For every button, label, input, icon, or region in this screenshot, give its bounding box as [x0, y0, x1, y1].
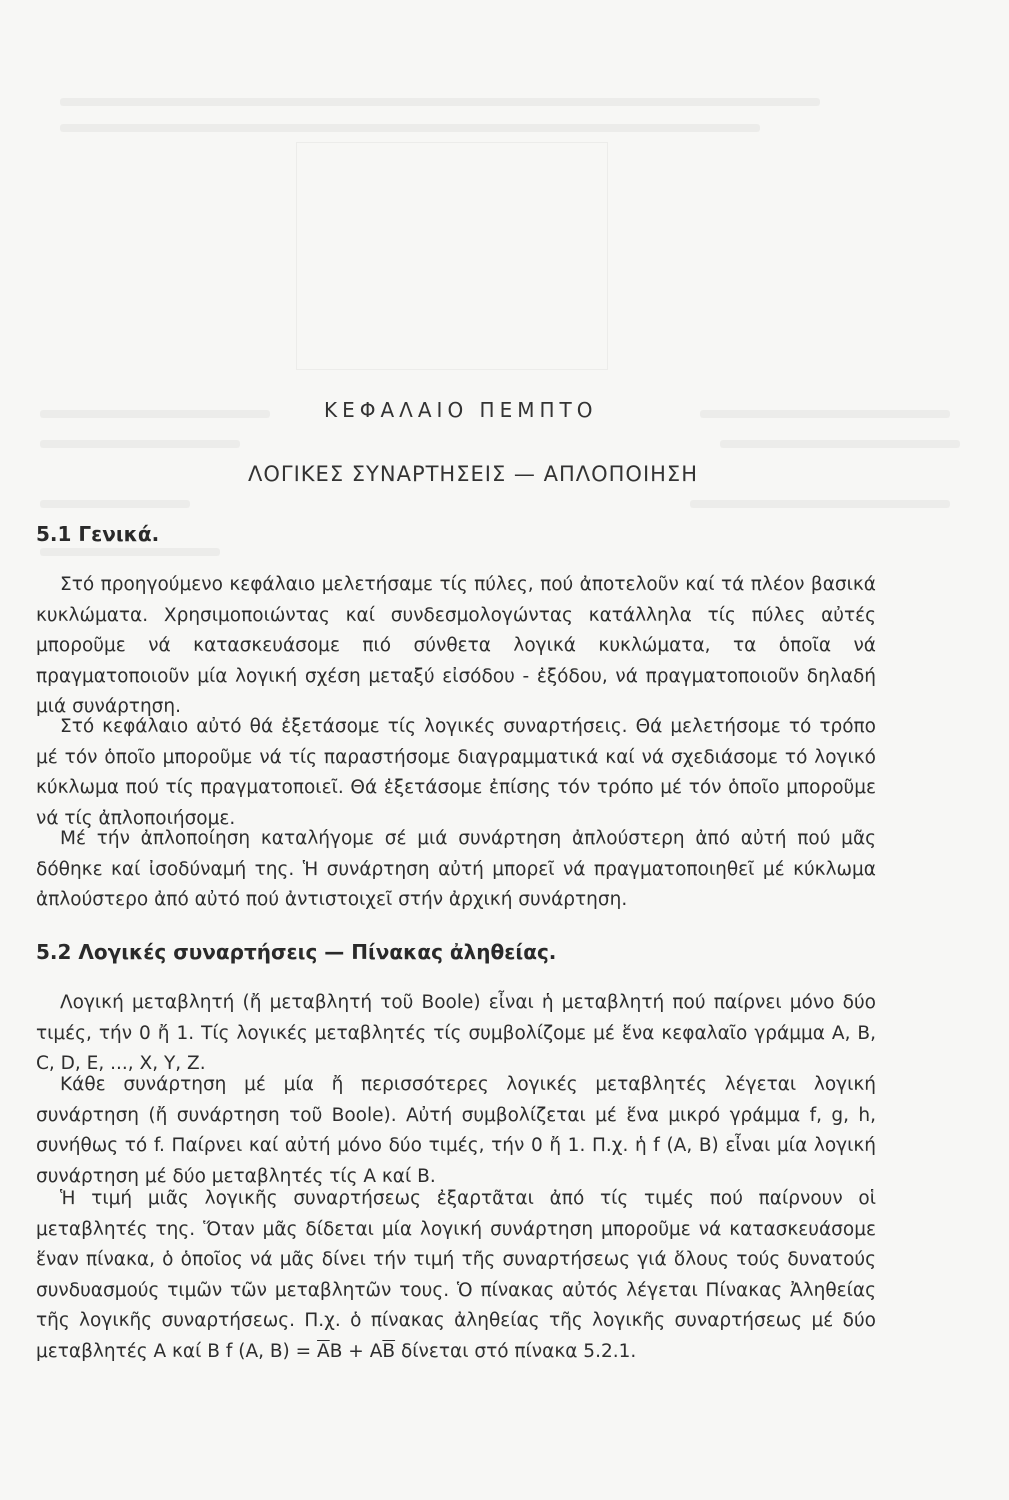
- paragraph: Στό κεφάλαιο αὐτό θά ἐξετάσομε τίς λογικές συναρτήσεις. Θά μελετήσομε τό τρόπο μέ τόν ὁποῖο μποροῦμε νά τίς παραστήσομε διαγραμματικά καί νά σχεδιάσομε τό λογικό κύκλωμα πού τίς πραγματοποιεῖ. Θά ἐξετάσομε ἐπίσης τόν τρόπο μέ τόν ὁποῖο μποροῦμε νά τίς ἀπλοποιήσομε.: [36, 716, 876, 829]
- chapter-label: ΚΕΦΑΛΑΙΟ ΠΕΜΠΤΟ: [324, 398, 598, 422]
- boolean-formula: f (A, $B) = \overline{A}B + A\overline{B}$: [225, 1340, 396, 1362]
- paragraph: Μέ τήν ἀπλοποίηση καταλήγομε σέ μιά συνάρτηση ἀπλούστερη ἀπό αὐτή πού μᾶς δόθηκε καί ἰσοδύναμή της. Ἡ συνάρτηση αὐτή μπορεῖ νά πραγματοποιηθεῖ μέ κύκλωμα ἀπλούστερο ἀπό αὐτό πού ἀντιστοιχεῖ στήν ἀρχική συνάρτηση.: [36, 828, 876, 910]
- section-heading-5-2: 5.2 Λογικές συναρτήσεις — Πίνακας ἀληθείας.: [36, 940, 557, 964]
- paragraph-with-formula: Ἡ τιμή μιᾶς λογικῆς συναρτήσεως ἐξαρτᾶται ἀπό τίς τιμές πού παίρνουν οἱ μεταβλητές της. Ὅταν μᾶς δίδεται μία λογική συνάρτηση μποροῦμε νά κατασκευάσομε ἕναν πίνακα, ὁ ὁποῖος νά μᾶς δίνει τήν τιμή τῆς συναρτήσεως γιά ὅλους τούς δυνατούς συνδυασμούς τιμῶν τῶν μεταβλητῶν τους. Ὁ πίνακας αὐτός λέγεται Πίνακας Ἀληθείας τῆς λογικῆς συναρτήσεως. Π.χ. ὁ πίνακας ἀληθείας τῆς λογικῆς συναρτήσεως μέ δύο μεταβλητές A καί B f (A, $B) = \overline{A}B + A\overline{B}$ δίνεται στό πίνακα 5.2.1.: [36, 1188, 876, 1362]
- paragraph: Στό προηγούμενο κεφάλαιο μελετήσαμε τίς πύλες, πού ἀποτελοῦν καί τά πλέον βασικά κυκλώματα. Χρησιμοποιώντας καί συνδεσμολογώντας κατάλληλα τίς πύλες αὐτές μποροῦμε νά κατασκευάσομε πιό σύνθετα λογικά κυκλώματα, τα ὁποῖα νά πραγματοποιοῦν μία λογική σχέση μεταξύ εἰσόδου - ἐξόδου, νά πραγματοποιοῦν δηλαδή μιά συνάρτηση.: [36, 574, 876, 717]
- section-heading-5-1: 5.1 Γενικά.: [36, 522, 160, 546]
- paragraph: Λογική μεταβλητή (ἤ μεταβλητή τοῦ Boole) εἶναι ἡ μεταβλητή πού παίρνει μόνο δύο τιμές, τήν 0 ἤ 1. Τίς λογικές μεταβλητές τίς συμβολίζομε μέ ἕνα κεφαλαῖο γράμμα A, B, C, D, E, ..., X, Y, Z.: [36, 992, 876, 1074]
- chapter-title: ΛΟΓΙΚΕΣ ΣΥΝΑΡΤΗΣΕΙΣ — ΑΠΛΟΠΟΙΗΣΗ: [248, 462, 698, 486]
- paragraph: Κάθε συνάρτηση μέ μία ἤ περισσότερες λογικές μεταβλητές λέγεται λογική συνάρτηση (ἤ συνάρτηση τοῦ Boole). Αὐτή συμβολίζεται μέ ἕνα μικρό γράμμα f, g, h, συνήθως τό f. Παίρνει καί αὐτή μόνο δύο τιμές, τήν 0 ἤ 1. Π.χ. ἡ f (A, B) εἶναι μία λογική συνάρτηση μέ δύο μεταβλητές τίς A καί B.: [36, 1074, 876, 1187]
